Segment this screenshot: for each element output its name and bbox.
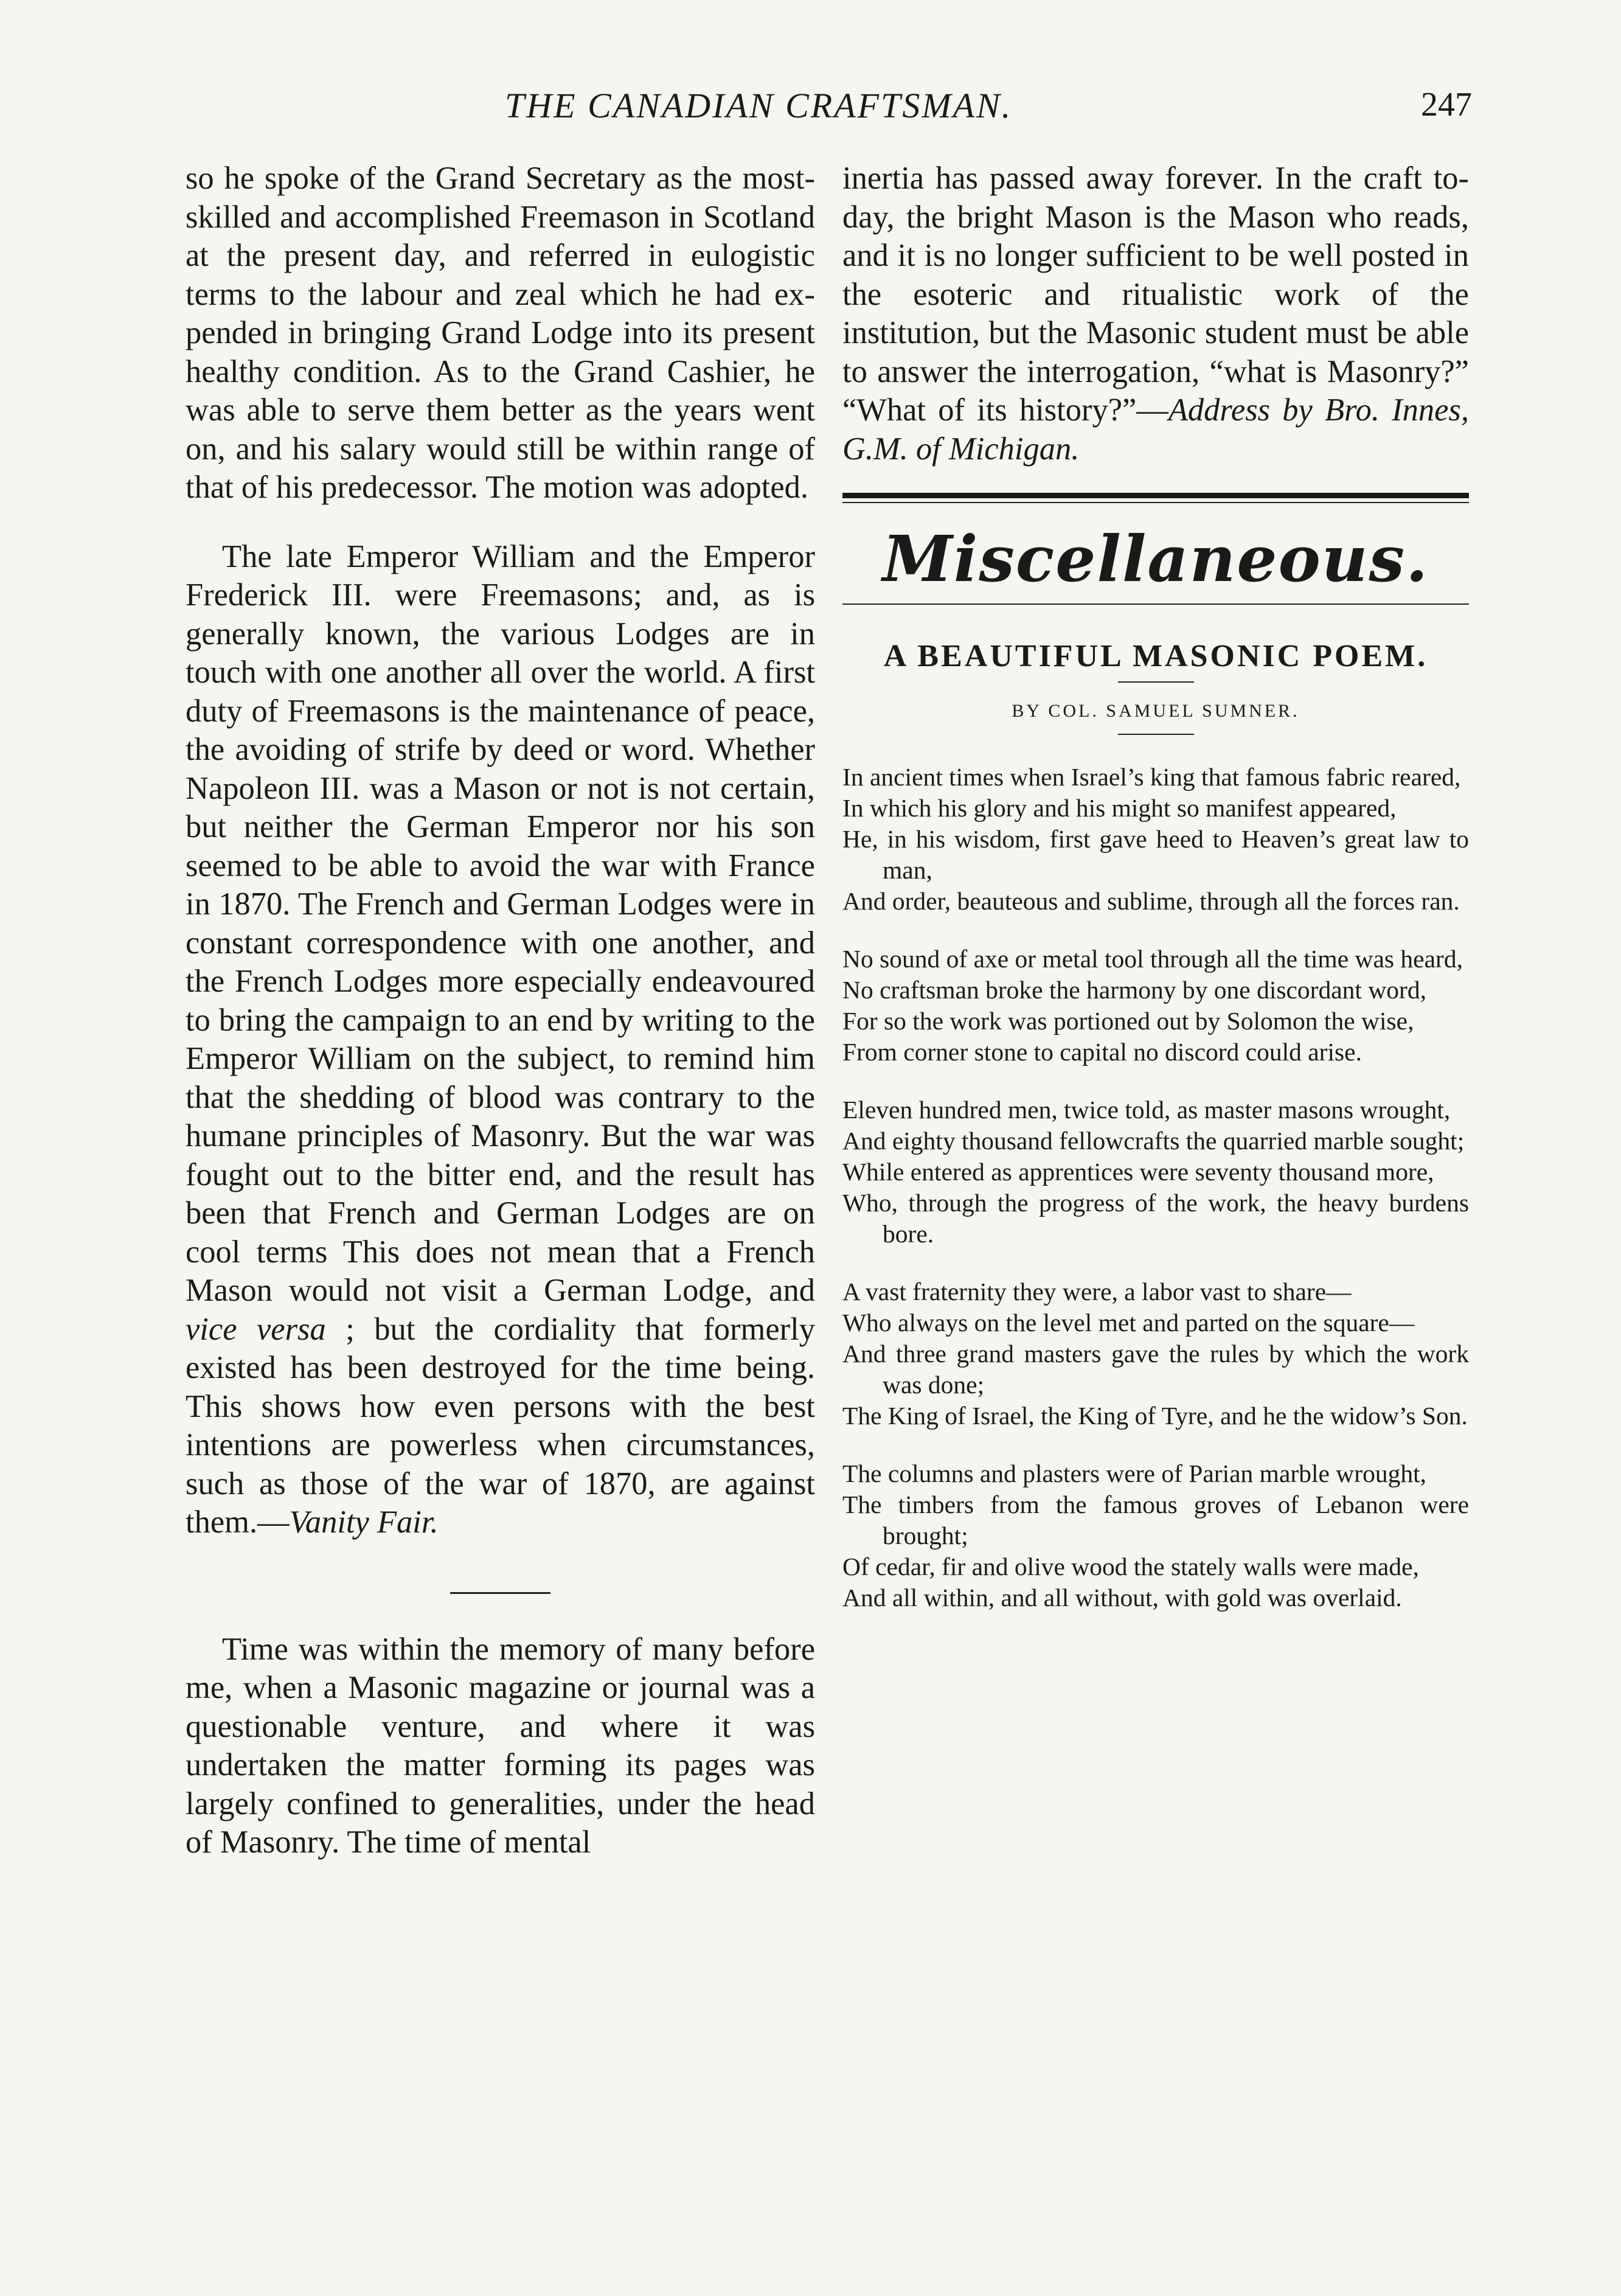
poem-stanza <box>842 1458 1469 1613</box>
paragraph-emperors <box>186 538 815 1542</box>
paragraph-emperors-cont: ; but the cordiality that formerly existed has been destroyed for the time being. This shows how even persons with the best intentions are powerless when circumstances, such as those of the war of 1870, are against them.— <box>186 1311 815 1540</box>
poem-line: The King of Israel, the King of Tyre, and he the widow’s Son. <box>842 1402 1468 1430</box>
left-column <box>186 159 815 1862</box>
poem-line: No sound of axe or metal tool through all the time was heard, <box>842 945 1463 973</box>
poem-line: Who always on the level met and parted on the square— <box>842 1309 1415 1337</box>
paragraph-grand-secretary: so he spoke of the Grand Secretary as the most-skilled and accomplished Freemason in Scotland at the present day, and referred in eulogistic terms to the labour and zeal which he had expended in bringing Grand Lodge into its present healthy condition. As to the Grand Cashier, he was able to serve them better as the years went on, and his salary would still be within range of that of his predecessor. The motion was adopted. <box>186 161 815 505</box>
poem-stanza <box>842 762 1469 917</box>
poem-line: And three grand masters gave the rules by which the work was done; <box>842 1340 1469 1399</box>
poem-title-rule <box>1118 681 1194 683</box>
source-vanity-fair: Vanity Fair. <box>289 1505 439 1540</box>
poem-line: In which his glory and his might so manifest appeared, <box>842 794 1397 822</box>
poem-line: While entered as apprentices were seventy thousand more, <box>842 1158 1434 1186</box>
poem-line: The timbers from the famous groves of Lebanon were brought; <box>842 1491 1469 1550</box>
poem-line: In ancient times when Israel’s king that famous fabric reared, <box>842 763 1461 791</box>
paragraph-emperors-text: The late Emperor William and the Emperor Frederick III. were Freemasons; and, as is generally known, the various Lodges are in touch with one another all over the world. A first duty of Freemasons is the maintenance of peace, the avoiding of strife by deed or word. Whether Napoleon III. was a Mason or not is not certain, but neither the German Emperor nor his son seemed to be able to avoid the war with France in 1870. The French and German Lodges were in constant correspondence with one another, and the French Lodges more especially endeavoured to bring the campaign to an end by writing to the Emperor William on the subject, to remind him that the shedding of blood was contrary to the humane principles of Masonry. But the war was fought out to the bitter end, and the result has been that French and German Lodges are on cool terms This does not mean that a French Mason would not visit a German Lodge, and <box>186 538 815 1308</box>
paragraph-inertia <box>842 159 1469 468</box>
poem-line: A vast fraternity they were, a labor vast to share— <box>842 1278 1352 1306</box>
poem-stanza <box>842 944 1469 1068</box>
poem-line: No craftsman broke the harmony by one discordant word, <box>842 976 1426 1004</box>
poem-line: Eleven hundred men, twice told, as master masons wrought, <box>842 1096 1451 1124</box>
page-number: 247 <box>1421 86 1472 123</box>
poem-title: A BEAUTIFUL MASONIC POEM. <box>883 639 1428 673</box>
right-column <box>842 159 1469 1613</box>
running-head <box>182 85 1472 134</box>
poem-line: From corner stone to capital no discord could arise. <box>842 1038 1362 1066</box>
poem-line: He, in his wisdom, first gave heed to Heaven’s great law to man, <box>842 825 1469 884</box>
separator-rule <box>450 1592 550 1594</box>
poem-line: And order, beauteous and sublime, through all the forces ran. <box>842 887 1460 915</box>
running-title: THE CANADIAN CRAFTSMAN. <box>505 86 1013 125</box>
poem-author-rule <box>1118 734 1194 735</box>
poem-line: Of cedar, fir and olive wood the stately walls were made, <box>842 1553 1419 1581</box>
section-top-thin-rule <box>842 502 1469 503</box>
poem-line: Who, through the progress of the work, the heavy burdens bore. <box>842 1189 1469 1248</box>
poem-stanza <box>842 1094 1469 1250</box>
section-top-thick-rule <box>842 493 1469 498</box>
poem-line: The columns and plasters were of Parian marble wrought, <box>842 1459 1426 1487</box>
poem-line: And all within, and all without, with gold was overlaid. <box>842 1584 1402 1612</box>
poem-line: And eighty thousand fellowcrafts the quarried marble sought; <box>842 1127 1465 1155</box>
paragraph-inertia-text: inertia has passed away forever. In the craft to-day, the bright Mason is the Mason who reads, and it is no longer sufficient to be well posted in the esoteric and ritualistic work of the institution, but the Masonic student must be able to answer the interrogation, “what is Masonry?” “What of its history?”— <box>842 161 1469 428</box>
source-address: Address by Bro. Innes, G.M. of Michigan. <box>842 392 1469 467</box>
paragraph-time-was: Time was within the memory of many before me, when a Masonic magazine or journal was a questionable venture, and where it was undertaken the matter forming its pages was largely confined to generalities, under the head of Masonry. The time of mental <box>186 1631 815 1860</box>
vice-versa-text: vice versa <box>186 1311 326 1347</box>
poem-line: For so the work was portioned out by Solomon the wise, <box>842 1007 1414 1035</box>
section-bottom-rule <box>842 604 1469 605</box>
poem-stanza <box>842 1276 1469 1432</box>
section-heading-miscellaneous: Miscellaneous. <box>882 521 1429 596</box>
poem-author: BY COL. SAMUEL SUMNER. <box>1012 701 1300 721</box>
